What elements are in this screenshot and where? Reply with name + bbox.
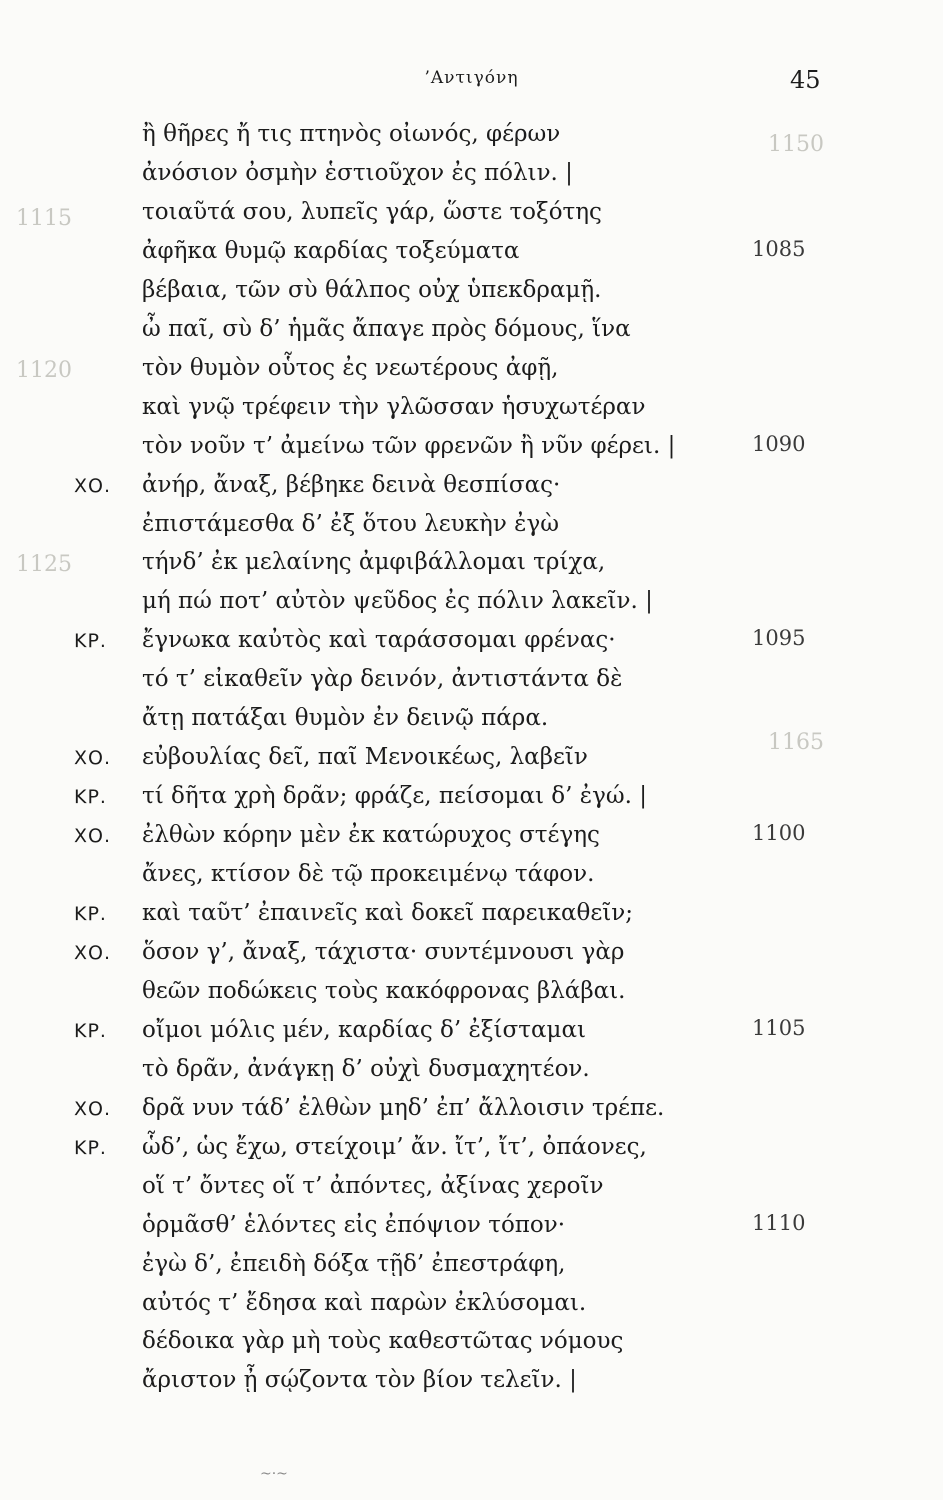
- verse-line: [0, 430, 943, 470]
- verse-line: [0, 274, 943, 314]
- verse-line: [0, 1014, 943, 1054]
- verse-line: [0, 624, 943, 664]
- verse-text: ὦ παῖ, σὺ δ’ ἡμᾶς ἄπαγε πρὸς δόμους, ἵνα: [142, 315, 631, 342]
- speaker-label: ΧΟ.: [74, 1097, 112, 1120]
- verse-line: [0, 780, 943, 820]
- verse-line: [0, 118, 943, 158]
- speaker-label: ΚΡ.: [74, 1019, 107, 1042]
- verse-line: [0, 391, 943, 431]
- verse-text: τό τ’ εἰκαθεῖν γὰρ δεινόν, ἀντιστάντα δὲ: [142, 666, 623, 693]
- speaker-label: ΧΟ.: [74, 941, 112, 964]
- speaker-label: ΚΡ.: [74, 1136, 107, 1159]
- line-number: 1110: [752, 1210, 806, 1235]
- verse-text: οἴμοι μόλις μέν, καρδίας δ’ ἐξίσταμαι: [142, 1016, 587, 1043]
- verse-line: [0, 1053, 943, 1093]
- verse-text: ἄνες, κτίσον δὲ τῷ προκειμένῳ τάφον.: [142, 861, 595, 888]
- verse-text: ὧδ’, ὡς ἔχω, στείχοιμ’ ἄν. ἴτ’, ἴτ’, ὀπάονες,: [142, 1133, 647, 1160]
- line-number: 1105: [752, 1015, 806, 1040]
- verse-line: [0, 546, 943, 586]
- speaker-label: ΚΡ.: [74, 903, 107, 925]
- library-stamp: ~·~: [260, 1466, 288, 1482]
- speaker-label: ΧΟ.: [74, 825, 112, 848]
- verse-text: οἵ τ’ ὄντες οἵ τ’ ἀπόντες, ἀξίνας χεροῖν: [142, 1172, 604, 1199]
- verse-line: [0, 313, 943, 353]
- verse-text: ἄριστον ᾖ σῴζοντα τὸν βίον τελεῖν. |: [142, 1367, 577, 1394]
- verse-text: ἄτῃ πατάξαι θυμὸν ἐν δεινῷ πάρα.: [142, 705, 549, 732]
- show-through-mark: 1165: [768, 730, 824, 755]
- verse-line: [0, 819, 943, 859]
- speaker-label: ΚΡ.: [74, 630, 107, 653]
- verse-line: [0, 508, 943, 548]
- line-number: 1095: [752, 626, 806, 651]
- verse-line: [0, 469, 943, 509]
- verse-line: [0, 858, 943, 898]
- verse-text: τί δῆτα χρὴ δρᾶν; φράζε, πείσομαι δ’ ἐγώ. |: [142, 783, 647, 810]
- line-number: 1100: [752, 821, 806, 846]
- verse-line: [0, 897, 943, 937]
- verse-text: βέβαια, τῶν σὺ θάλπος οὐχ ὑπεκδραμῇ.: [142, 276, 602, 303]
- line-number: 1085: [752, 236, 806, 261]
- show-through-mark: 1120: [16, 358, 72, 383]
- verse-line: [0, 196, 943, 236]
- verse-line: [0, 352, 943, 392]
- verse-text: τὸ δρᾶν, ἀνάγκῃ δ’ οὐχὶ δυσμαχητέον.: [142, 1055, 590, 1082]
- verse-text: ἀφῆκα θυμῷ καρδίας τοξεύματα: [142, 237, 520, 264]
- verse-text: ὁρμᾶσθ’ ἑλόντες εἰς ἐπόψιον τόπον·: [142, 1211, 566, 1238]
- verse-text: τοιαῦτά σου, λυπεῖς γάρ, ὥστε τοξότης: [142, 198, 602, 225]
- speaker-label: ΧΟ.: [74, 474, 112, 497]
- verse-line: [0, 936, 943, 976]
- verse-text: δρᾶ νυν τάδ’ ἐλθὼν μηδ’ ἐπ’ ἄλλοισιν τρέπε.: [142, 1094, 665, 1121]
- verse-line: [0, 1170, 943, 1210]
- verse-text: τὸν θυμὸν οὗτος ἐς νεωτέρους ἀφῇ,: [142, 354, 559, 381]
- verse-text: καὶ γνῷ τρέφειν τὴν γλῶσσαν ἡσυχωτέραν: [142, 393, 646, 420]
- verse-line: [0, 702, 943, 742]
- running-head: ’Αντιγόνη: [424, 68, 519, 88]
- verse-text: μή πώ ποτ’ αὐτὸν ψεῦδος ἐς πόλιν λακεῖν. |: [142, 588, 653, 615]
- verse-line: [0, 975, 943, 1015]
- verse-text: ἢ θῆρες ἤ τις πτηνὸς οἰωνός, φέρων: [142, 121, 561, 147]
- verse-line: [0, 1248, 943, 1288]
- line-number: 1090: [752, 431, 806, 456]
- verse-text: τήνδ’ ἐκ μελαίνης ἀμφιβάλλομαι τρίχα,: [142, 549, 606, 576]
- verse-text: ἀνόσιον ὀσμὴν ἑστιοῦχον ἐς πόλιν. |: [142, 159, 573, 186]
- verse-line: [0, 1325, 943, 1365]
- show-through-mark: 1115: [16, 206, 72, 231]
- verse-text: ἔγνωκα καὐτὸς καὶ ταράσσομαι φρένας·: [142, 627, 616, 654]
- verse-text: θεῶν ποδώκεις τοὺς κακόφρονας βλάβαι.: [142, 977, 626, 1004]
- page-number: 45: [790, 66, 821, 94]
- verse-line: [0, 1364, 943, 1404]
- verse-text: τὸν νοῦν τ’ ἀμείνω τῶν φρενῶν ἢ νῦν φέρει. |: [142, 432, 676, 459]
- verse-text: ἀνήρ, ἄναξ, βέβηκε δεινὰ θεσπίσας·: [142, 471, 561, 498]
- verse-text: αὐτός τ’ ἔδησα καὶ παρὼν ἐκλύσομαι.: [142, 1289, 587, 1316]
- verse-text: ἐλθὼν κόρην μὲν ἐκ κατώρυχος στέγης: [142, 822, 600, 849]
- verse-text: εὐβουλίας δεῖ, παῖ Μενοικέως, λαβεῖν: [142, 744, 588, 771]
- show-through-mark: 1150: [768, 132, 824, 157]
- verse-text: ἐπιστάμεσθα δ’ ἐξ ὅτου λευκὴν ἐγὼ: [142, 510, 559, 537]
- verse-line: [0, 585, 943, 625]
- verse-line: [0, 1209, 943, 1249]
- verse-line: [0, 1287, 943, 1327]
- verse-text: ἐγὼ δ’, ἐπειδὴ δόξα τῇδ’ ἐπεστράφη,: [142, 1250, 566, 1277]
- verse-line: [0, 741, 943, 781]
- verse-text: καὶ ταῦτ’ ἐπαινεῖς καὶ δοκεῖ παρεικαθεῖν;: [142, 900, 634, 926]
- speaker-label: ΚΡ.: [74, 786, 107, 809]
- verse-line: [0, 157, 943, 197]
- verse-line: [0, 1092, 943, 1132]
- speaker-label: ΧΟ.: [74, 747, 112, 770]
- verse-line: [0, 235, 943, 275]
- verse-line: [0, 663, 943, 703]
- show-through-mark: 1125: [16, 552, 72, 577]
- verse-text: ὅσον γ’, ἄναξ, τάχιστα· συντέμνουσι γὰρ: [142, 938, 625, 965]
- verse-text: δέδοικα γὰρ μὴ τοὺς καθεστῶτας νόμους: [142, 1328, 624, 1355]
- verse-line: [0, 1131, 943, 1171]
